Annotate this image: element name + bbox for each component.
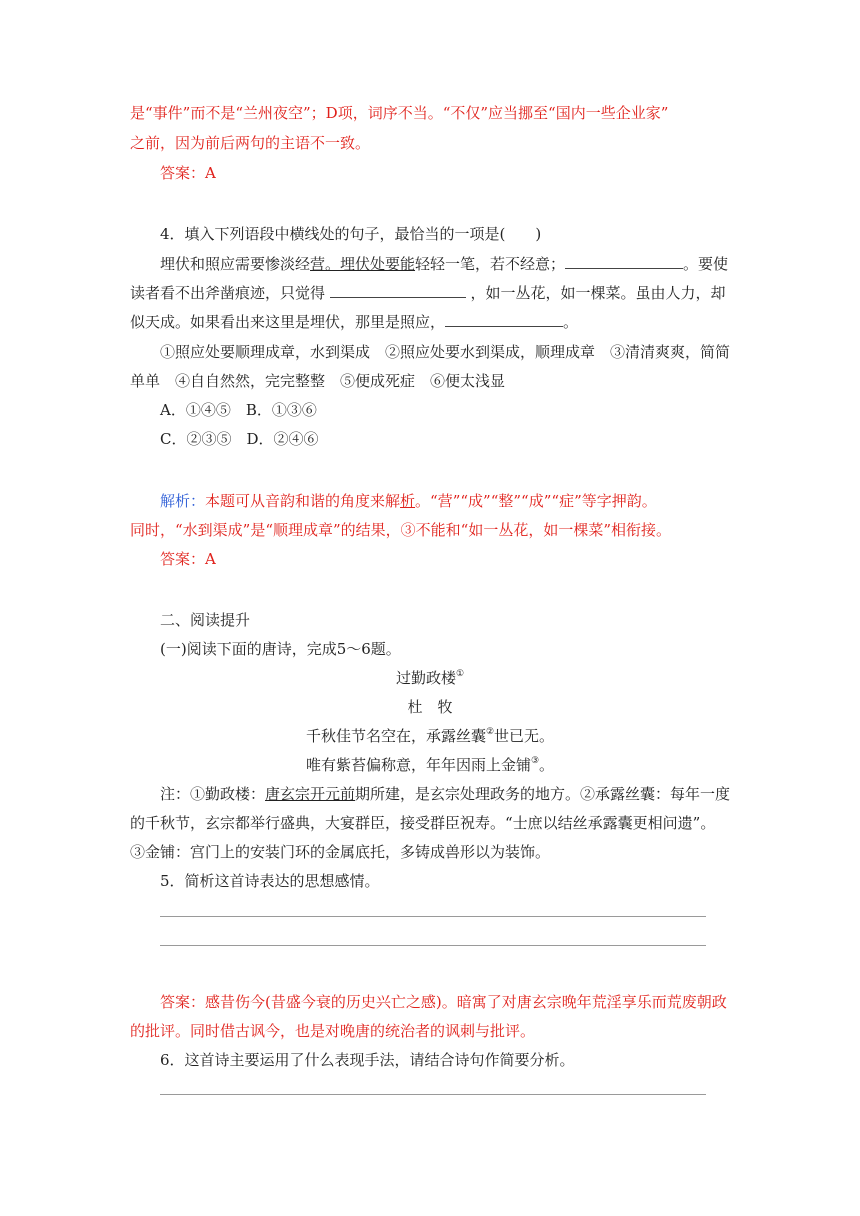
answer-rule	[160, 945, 706, 946]
q6-stem: 6．这首诗主要运用了什么表现手法，请结合诗句作简要分析。	[160, 1051, 575, 1069]
notes-text-underlined: 唐玄宗开元前	[265, 785, 356, 803]
notes-text: 期所建，是玄宗处理政务的地方。②承露丝囊：每年一度	[355, 785, 731, 803]
q3-answer: 答案：A	[160, 164, 216, 182]
poem-author: 杜 牧	[407, 698, 453, 716]
answer-blank	[565, 254, 683, 269]
poem-title	[130, 668, 730, 688]
poem-text: 。	[539, 756, 555, 774]
q4-answer: 答案：A	[160, 550, 216, 568]
section-title: 二、阅读提升	[160, 611, 251, 629]
footnote-marker: ②	[485, 727, 495, 737]
analysis-text: 本题可从音韵和谐的角度来解	[205, 492, 401, 510]
q4-choices-ab: A．①④⑤ B．①③⑥	[160, 401, 317, 419]
poem-title-text: 过勤政楼	[395, 669, 456, 687]
answer-blank	[445, 312, 563, 327]
answer-rule	[160, 1094, 706, 1095]
q4-passage-line-1	[160, 254, 730, 274]
q4-passage-text: 似天成。如果看出来这里是埋伏，那里是照应，	[130, 313, 446, 331]
q4-passage-line-3	[130, 312, 730, 332]
q4-options-line-2: 单单 ④自自然然，完完整整 ⑤便成死症 ⑥便太浅显	[130, 372, 506, 390]
section-instruction: (一)阅读下面的唐诗，完成5～6题。	[160, 640, 401, 658]
q4-passage-text: 埋伏和照应需要惨淡经	[160, 255, 311, 273]
notes-line-1	[160, 784, 730, 804]
poem-text: 世已无。	[494, 727, 555, 745]
notes-text: 注：①勤政楼：	[160, 785, 266, 803]
q4-analysis-line-1	[160, 491, 730, 511]
q4-options-line-1: ①照应处要顺理成章，水到渠成 ②照应处要水到渠成，顺理成章 ③清清爽爽，简简	[160, 343, 731, 361]
poem-line-1	[130, 726, 730, 746]
q3-explanation-line-2: 之前，因为前后两句的主语不一致。	[130, 134, 371, 152]
q5-stem: 5．简析这首诗表达的思想感情。	[160, 872, 380, 890]
answer-rule	[160, 916, 706, 917]
q5-answer-line-1: 答案：感昔伤今(昔盛今衰的历史兴亡之感)。暗寓了对唐玄宗晚年荒淫享乐而荒废朝政	[160, 993, 727, 1011]
q4-passage-text: 。	[563, 313, 579, 331]
q4-passage-text: 轻轻一笔，若不经意；	[415, 255, 566, 273]
footnote-marker: ③	[530, 756, 540, 766]
analysis-label: 解析：	[160, 492, 206, 510]
notes-line-3: ③金铺：宫门上的安装门环的金属底托，多铸成兽形以为装饰。	[130, 843, 551, 861]
q4-choices-cd: C．②③⑤ D．②④⑥	[160, 430, 319, 448]
q4-passage-underlined: 营。埋伏处要能	[310, 255, 416, 273]
q5-answer-line-2: 的批评。同时借古讽今，也是对晚唐的统治者的讽刺与批评。	[130, 1022, 536, 1040]
analysis-text: 。“营”“成”“整”“成”“症”等字押韵。	[415, 492, 657, 510]
q4-analysis-line-2: 同时，“水到渠成”是“顺理成章”的结果，③不能和“如一丛花，如一棵菜”相衔接。	[130, 521, 672, 539]
poem-text: 千秋佳节名空在，承露丝囊	[305, 727, 486, 745]
poem-line-2	[130, 755, 730, 775]
q3-explanation-line-1: 是“事件”而不是“兰州夜空”；D项，词序不当。“不仅”应当挪至“国内一些企业家”	[130, 104, 669, 122]
q4-passage-text: 读者看不出斧凿痕迹，只觉得	[130, 284, 330, 302]
analysis-text-underlined: 析	[400, 492, 416, 510]
answer-blank	[330, 283, 466, 298]
q4-passage-text: 。要使	[683, 255, 729, 273]
q4-passage-line-2	[130, 283, 730, 303]
q4-stem: 4．填入下列语段中横线处的句子，最恰当的一项是( )	[160, 225, 542, 243]
poem-text: 唯有紫苔偏称意，年年因雨上金铺	[305, 756, 531, 774]
notes-line-2: 的千秋节，玄宗都举行盛典，大宴群臣，接受群臣祝寿。“士庶以结丝承露囊更相问遗”。	[130, 814, 716, 832]
q4-passage-text: ，如一丛花，如一棵菜。虽由人力，却	[465, 284, 726, 302]
footnote-marker: ①	[455, 669, 465, 679]
